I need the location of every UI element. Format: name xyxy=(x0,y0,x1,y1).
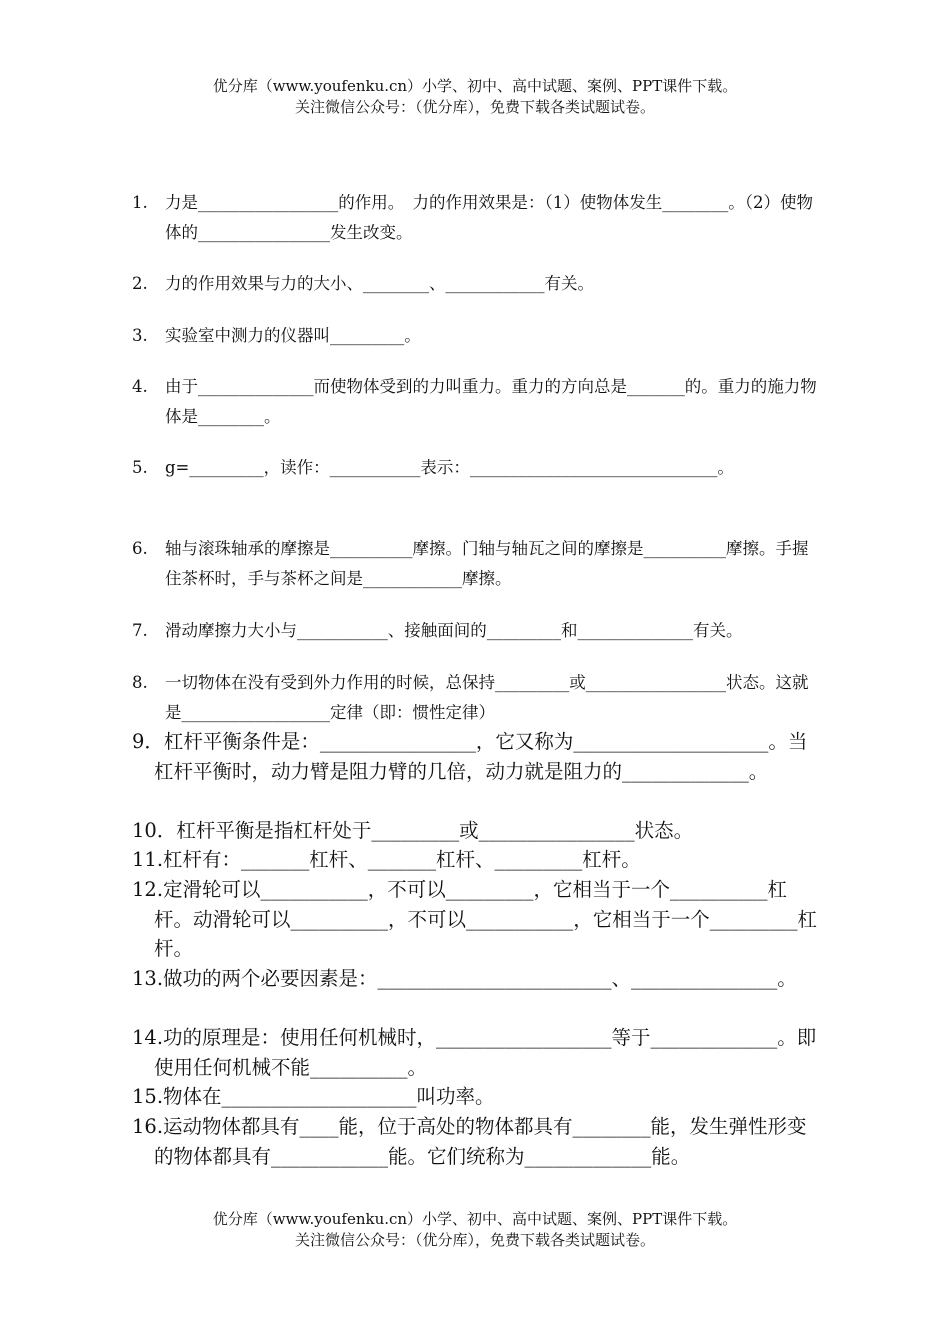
footer-line-1: 优分库（www.youfenku.cn）小学、初中、高中试题、案例、PPT课件下载。 xyxy=(212,1210,738,1228)
question-number: 7. xyxy=(132,621,148,640)
question-1 xyxy=(132,188,822,248)
question-text: 14.功的原理是：使用任何机械时，__________________等于_____________。即使用任何机械不能__________。 xyxy=(132,1026,817,1079)
question-text: 10．杠杆平衡是指杠杆处于_________或________________状态。 xyxy=(132,819,694,842)
question-number: 5. xyxy=(132,458,148,477)
question-text: 力的作用效果与力的大小、________、____________有关。 xyxy=(165,274,594,293)
question-15 xyxy=(132,1082,822,1112)
question-number: 1. xyxy=(132,193,148,212)
question-text: 13.做功的两个必要因素是：________________________、_______________。 xyxy=(132,967,797,990)
question-6 xyxy=(132,534,822,594)
question-5 xyxy=(132,453,822,483)
header-line-1: 优分库（www.youfenku.cn）小学、初中、高中试题、案例、PPT课件下载。 xyxy=(212,77,738,95)
question-text: 11.杠杆有：_______杠杆、_______杠杆、_________杠杆。 xyxy=(132,848,641,871)
question-4 xyxy=(132,372,822,432)
question-text: 9．杠杆平衡条件是：________________，它又称为____________________。当杠杆平衡时，动力臂是阻力臂的几倍，动力就是阻力的_____________。 xyxy=(132,730,808,783)
question-13 xyxy=(132,964,822,994)
question-number: 8. xyxy=(132,673,148,692)
question-text: 15.物体在____________________叫功率。 xyxy=(132,1085,495,1108)
question-12 xyxy=(132,875,822,964)
question-text: 实验室中测力的仪器叫_________。 xyxy=(165,326,421,345)
question-8 xyxy=(132,668,822,728)
footer-line-2: 关注微信公众号：（优分库），免费下载各类试题试卷。 xyxy=(294,1231,655,1249)
question-7 xyxy=(132,616,822,646)
question-text: 12.定滑轮可以___________，不可以_________，它相当于一个__________杠杆。动滑轮可以__________，不可以___________，它相当于一个_________杠杆。 xyxy=(132,878,818,960)
question-2 xyxy=(132,269,822,299)
question-text: 一切物体在没有受到外力作用的时候，总保持_________或_________________状态。这就是__________________定律（即：惯性定律） xyxy=(165,673,809,722)
question-11 xyxy=(132,845,822,875)
question-text: 轴与滚珠轴承的摩擦是__________摩擦。门轴与轴瓦之间的摩擦是__________摩擦。手握住茶杯时，手与茶杯之间是____________摩擦。 xyxy=(165,539,809,588)
question-16 xyxy=(132,1112,822,1171)
question-number: 6. xyxy=(132,539,148,558)
question-10 xyxy=(132,816,822,846)
question-text: 力是_________________的作用。 力的作用效果是：（1）使物体发生________。（2）使物体的________________发生改变。 xyxy=(165,193,813,242)
question-number: 4. xyxy=(132,377,148,396)
header-line-2: 关注微信公众号：（优分库），免费下载各类试题试卷。 xyxy=(294,98,655,116)
question-9 xyxy=(132,727,822,786)
question-number: 2. xyxy=(132,274,148,293)
question-text: 由于______________而使物体受到的力叫重力。重力的方向总是_______的。重力的施力物体是________。 xyxy=(165,377,817,426)
question-text: 滑动摩擦力大小与___________、接触面间的_________和______________有关。 xyxy=(165,621,743,640)
question-14 xyxy=(132,1023,822,1082)
question-text: 16.运动物体都具有____能，位于高处的物体都具有________能，发生弹性形变的物体都具有____________能。它们统称为_____________能。 xyxy=(132,1115,807,1168)
question-text: g=_________，读作：___________表示：______________________________。 xyxy=(165,458,734,477)
page-header xyxy=(0,76,950,118)
page-footer xyxy=(0,1209,950,1251)
question-number: 3. xyxy=(132,326,148,345)
question-3 xyxy=(132,321,822,351)
